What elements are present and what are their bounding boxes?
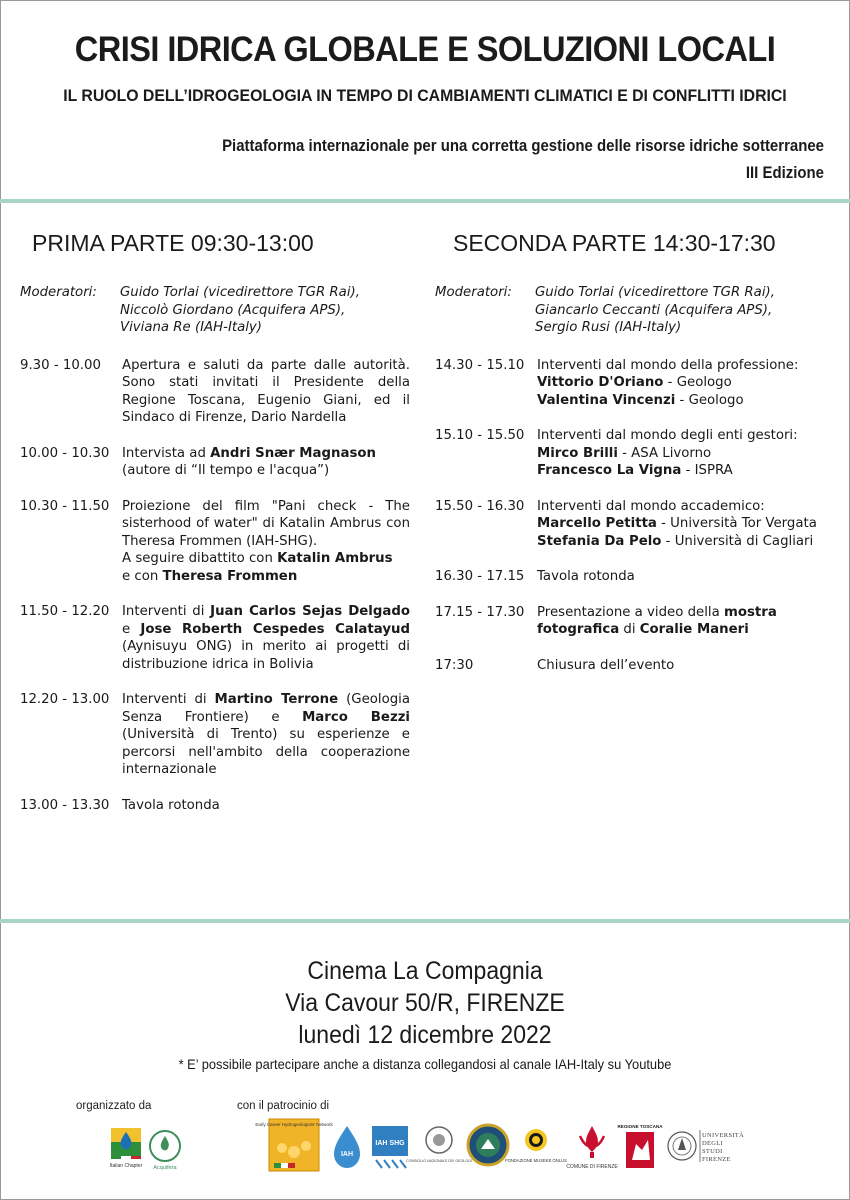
- schedule-description: [122, 691, 410, 779]
- edition-label: III Edizione: [745, 163, 824, 182]
- speaker-name: Martino Terrone: [214, 692, 339, 707]
- event-date: lunedì 12 dicembre 2022: [298, 1021, 552, 1049]
- schedule-description: Tavola rotonda: [537, 569, 635, 584]
- schedule-item: [435, 568, 830, 586]
- text-fragment: (Geologia Senza Frontiere) e: [122, 692, 410, 725]
- schedule-item: [20, 498, 410, 586]
- speaker-name: Juan Carlos Sejas Delgado: [210, 604, 410, 619]
- schedule-time: 15.10 - 15.50: [435, 428, 525, 443]
- regione-toscana-logo: [617, 1120, 663, 1176]
- iah-logo: [330, 1124, 364, 1174]
- schedule-item: [20, 603, 410, 673]
- moderator: Niccolò Giordano (Acquifera APS),: [120, 302, 346, 318]
- logo-text: REGIONE TOSCANA: [617, 1124, 663, 1129]
- schedule-description: Chiusura dell’evento: [537, 657, 675, 673]
- speaker-line: [537, 445, 830, 463]
- logo-text: Early Career Hydrogeologists' Network: [255, 1122, 333, 1127]
- schedule-time: 14.30 - 15.10: [435, 357, 525, 373]
- page-title: CRISI IDRICA GLOBALE E SOLUZIONI LOCALI: [74, 30, 776, 69]
- text-fragment: e: [122, 621, 141, 637]
- comune-firenze-logo: [568, 1122, 616, 1176]
- organized-label: organizzato da: [76, 1100, 152, 1112]
- text-fragment: (Aynisuyu ONG) in merito ai progetti di distribuzione idrica in Bolivia: [122, 639, 410, 672]
- speaker-role: - ASA Livorno: [617, 445, 712, 461]
- text-fragment: di: [619, 622, 640, 637]
- venue-place: Cinema La Compagnia: [307, 957, 543, 985]
- iah-shg-logo: [370, 1122, 410, 1174]
- ecn-logo: [255, 1118, 333, 1176]
- moderator: Viviana Re (IAH-Italy): [120, 320, 262, 335]
- text-fragment: Interventi di: [122, 692, 215, 707]
- speaker-line: [537, 515, 830, 533]
- remote-note: * E’ possibile partecipare anche a distanza collegandosi al canale IAH-Italy su Youtube: [178, 1056, 672, 1072]
- divider-top: [0, 199, 850, 203]
- schedule-description: Tavola rotonda: [122, 797, 220, 813]
- schedule-time: 15.50 - 16.30: [435, 498, 525, 514]
- highlight-text: mostra fotografica: [537, 604, 777, 637]
- schedule-item: [20, 445, 410, 480]
- speaker-role: - Università di Cagliari: [661, 533, 814, 549]
- speaker-name: Marcello Petitta: [537, 516, 657, 531]
- schedule-description: [537, 498, 830, 551]
- museke-logo: [505, 1126, 567, 1176]
- seconda-parte-column: [435, 230, 830, 692]
- schedule-description: [122, 603, 410, 673]
- speaker-role: - Geologo: [675, 392, 744, 408]
- schedule-time: 11.50 - 12.20: [20, 604, 110, 619]
- schedule-time: 17:30: [435, 657, 474, 673]
- unifi-logo: [666, 1124, 744, 1176]
- text-fragment: Proiezione del film "Pani check - The sisterhood of water" di Katalin Ambrus con Theresa Frommen (IAH-SHG).: [122, 498, 410, 549]
- platform-line: Piattaforma internazionale per una corretta gestione delle risorse idriche sotterranee: [222, 136, 824, 155]
- logo-text: FONDAZIONE MUSEKE ONLUS: [505, 1158, 567, 1163]
- speaker-name: Jose Roberth Cespedes Calatayud: [140, 621, 410, 637]
- speaker-line: [537, 374, 830, 392]
- text-fragment: Intervista ad: [122, 445, 211, 461]
- venue-block: [34, 955, 816, 1051]
- moderators-label: Moderatori:: [435, 285, 512, 300]
- moderator: Giancarlo Ceccanti (Acquifera APS),: [535, 302, 773, 318]
- speaker-name: Francesco La Vigna: [537, 463, 682, 478]
- geology-order-logo: [466, 1122, 510, 1172]
- patronage-label: con il patrocinio di: [237, 1100, 330, 1112]
- logo-text: Acquifera: [153, 1165, 177, 1171]
- logo-text: UNIVERSITÀ DEGLI STUDI FIRENZE: [702, 1132, 744, 1163]
- schedule-description: [122, 498, 410, 586]
- text-fragment: (autore di “Il tempo e l'acqua”): [122, 463, 330, 478]
- schedule-time: 13.00 - 13.30: [20, 797, 110, 813]
- moderator: Guido Torlai (vicedirettore TGR Rai),: [120, 285, 360, 300]
- schedule-item: [20, 797, 410, 815]
- text-fragment: (Università di Trento) su esperienze e percorsi nell'ambito della cooperazione internazionale: [122, 727, 410, 777]
- iah-italy-logo: [110, 1126, 142, 1174]
- schedule-time: 12.20 - 13.00: [20, 692, 110, 707]
- schedule-item: [435, 427, 830, 480]
- speaker-name: Theresa Frommen: [162, 568, 298, 584]
- speaker-role: - Università Tor Vergata: [656, 516, 817, 531]
- schedule-time: 10.30 - 11.50: [20, 498, 110, 514]
- cng-logo: [406, 1124, 472, 1176]
- page-subtitle: IL RUOLO DELL’IDROGEOLOGIA IN TEMPO DI CAMBIAMENTI CLIMATICI E DI CONFLITTI IDRICI: [63, 86, 787, 105]
- schedule-time: 17.15 - 17.30: [435, 604, 525, 620]
- speaker-role: - ISPRA: [681, 463, 733, 478]
- moderators-list: [120, 284, 410, 337]
- logo-text: IAH SHG: [375, 1140, 405, 1147]
- text-fragment: Interventi dal mondo degli enti gestori:: [537, 428, 798, 443]
- schedule-item: [435, 357, 830, 410]
- text-fragment: Interventi dal mondo della professione:: [537, 357, 799, 373]
- moderators-list: [535, 284, 830, 337]
- speaker-name: Mirco Brilli: [537, 445, 618, 461]
- schedule-description: [537, 604, 830, 639]
- speaker-name: Stefania Da Pelo: [537, 533, 662, 549]
- text-fragment: Interventi dal mondo accademico:: [537, 498, 765, 514]
- speaker-name: Vittorio D'Oriano: [537, 375, 664, 390]
- schedule-time: 16.30 - 17.15: [435, 569, 525, 584]
- logo-text: CONSIGLIO NAZIONALE DEI GEOLOGI: [406, 1159, 472, 1163]
- seconda-moderators: [435, 284, 830, 337]
- schedule-description: Apertura e saluti da parte dalle autorità. Sono stati invitati il Presidente della Regione Toscana, Eugenio Giani, ed il Sindaco di Firenze, Dario Nardella: [122, 357, 410, 425]
- speaker-name: Marco Bezzi: [302, 709, 410, 725]
- schedule-time: 10.00 - 10.30: [20, 445, 110, 461]
- moderators-label: Moderatori:: [20, 285, 97, 300]
- speaker-role: - Geologo: [663, 375, 732, 390]
- acquifera-logo: [146, 1128, 184, 1176]
- schedule-description: [122, 445, 410, 480]
- schedule-item: [435, 498, 830, 551]
- prima-parte-title: PRIMA PARTE 09:30-13:00: [32, 230, 314, 256]
- moderator: Sergio Rusi (IAH-Italy): [535, 320, 682, 335]
- speaker-line: [537, 392, 830, 410]
- speaker-line: [537, 462, 830, 480]
- speaker-name: Valentina Vincenzi: [537, 392, 676, 408]
- platform-description: [222, 132, 824, 186]
- logo-text: COMUNE DI FIRENZE: [566, 1164, 618, 1170]
- speaker-name: Coralie Maneri: [639, 622, 749, 637]
- speaker-name: Katalin Ambrus: [277, 551, 393, 566]
- moderator: Guido Torlai (vicedirettore TGR Rai),: [535, 285, 775, 300]
- schedule-item: [20, 357, 410, 427]
- venue-address: Via Cavour 50/R, FIRENZE: [285, 989, 565, 1017]
- schedule-item: [20, 691, 410, 779]
- text-fragment: e con: [122, 568, 163, 584]
- text-fragment: Interventi di: [122, 604, 211, 619]
- prima-parte-column: [20, 230, 410, 832]
- schedule-time: 9.30 - 10.00: [20, 357, 101, 373]
- speaker-line: [537, 533, 830, 551]
- logo-text: IAH: [340, 1151, 354, 1158]
- schedule-description: [537, 427, 830, 480]
- logo-text: Italian Chapter: [109, 1163, 143, 1169]
- text-fragment: Presentazione a video della: [537, 604, 724, 620]
- speaker-name: Andri Snær Magnason: [210, 445, 376, 461]
- text-fragment: A seguire dibattito con: [122, 551, 278, 566]
- schedule-item: [435, 657, 830, 675]
- seconda-parte-title: SECONDA PARTE 14:30-17:30: [453, 230, 776, 256]
- divider-bottom: [0, 919, 850, 923]
- prima-moderators: [20, 284, 410, 337]
- schedule-description: [537, 357, 830, 410]
- schedule-item: [435, 604, 830, 639]
